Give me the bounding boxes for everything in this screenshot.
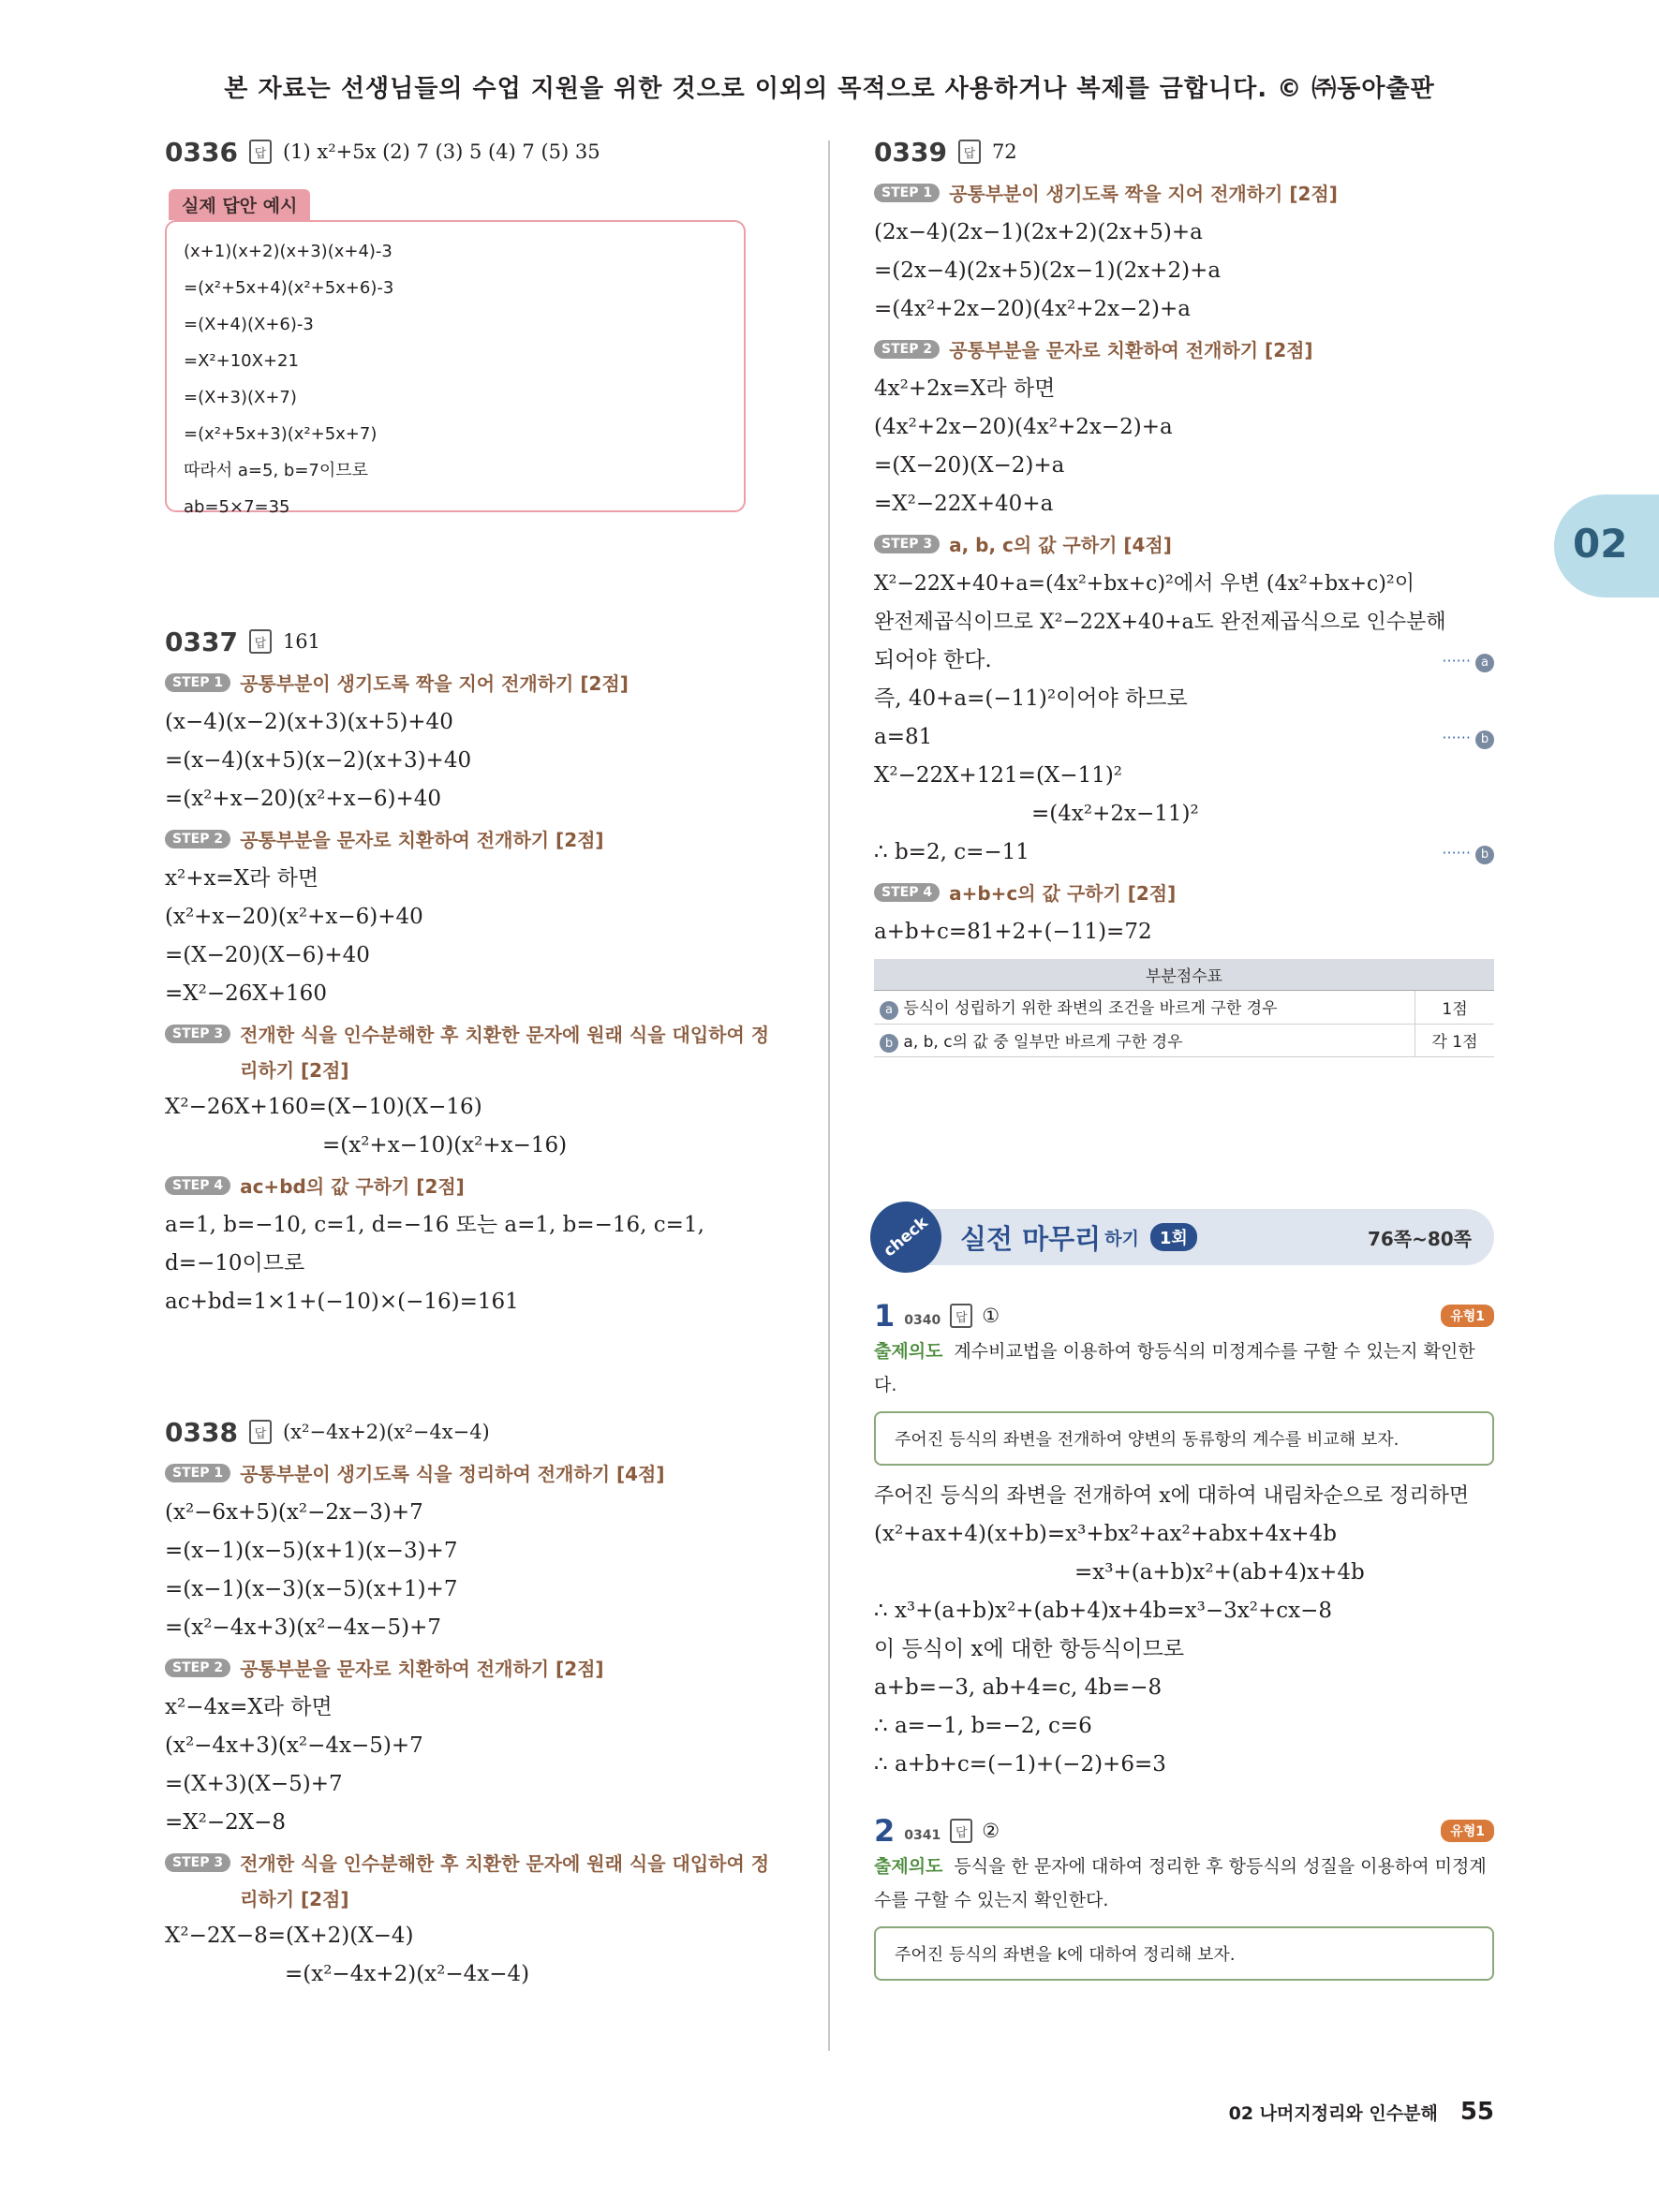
answer-icon: 답 [249,629,272,654]
math-line: =(x−4)(x+5)(x−2)(x+3)+40 [165,748,472,773]
step-title: 공통부분을 문자로 치환하여 전개하기 [2점] [240,829,604,851]
math-line: X²−22X+121=(X−11)² [874,763,1123,788]
check-badge: check [855,1187,955,1287]
hint-box: 주어진 등식의 좌변을 k에 대하여 정리해 보자. [874,1926,1494,1981]
math-line: 이 등식이 x에 대한 항등식이므로 [874,1637,1185,1661]
score-marker-a: ······ a [1442,641,1494,680]
step-title: a, b, c의 값 구하기 [4점] [949,534,1172,556]
math-line: =X²−2X−8 [165,1810,287,1835]
math-line [874,641,1494,680]
sample-line: =(X+3)(X+7) [184,388,297,407]
answer-text: ② [982,1820,1000,1842]
math-line: d=−10이므로 [165,1251,305,1276]
math-line: ∴ x³+(a+b)x²+(ab+4)x+4b=x³−3x²+cx−8 [874,1599,1332,1623]
sample-line: =(X+4)(X+6)-3 [184,315,314,334]
math-text: 되어야 한다. [874,648,992,672]
answer-icon: 답 [958,140,981,164]
score-condition-text: a, b, c의 값 중 일부만 바르게 구한 경우 [903,1032,1183,1052]
step-title: 공통부분이 생기도록 식을 정리하여 전개하기 [4점] [240,1463,665,1485]
marker-b-icon: b [1475,846,1494,864]
math-line: =(4x²+2x−20)(4x²+2x−2)+a [874,297,1191,321]
page-footer [1229,2098,1494,2126]
type-tag: 유형1 [1441,1820,1494,1842]
math-line: ∴ a+b+c=(−1)+(−2)+6=3 [874,1752,1166,1777]
question-number: 0339 [874,136,947,168]
marker-a-icon: a [880,1001,898,1020]
step-title: 전개한 식을 인수분해한 후 치환한 문자에 원래 식을 대입하여 정리하기 [2점] [240,1024,770,1082]
review-title-suffix: 하기 [1104,1228,1139,1249]
math-line: (4x²+2x−20)(4x²+2x−2)+a [874,415,1173,439]
step-title: 공통부분을 문자로 치환하여 전개하기 [2점] [240,1658,604,1680]
review-banner [874,1209,1494,1265]
step-badge: STEP 3 [874,535,940,553]
review-title: 실전 마무리 [960,1222,1102,1255]
answer-icon: 답 [950,1819,972,1843]
math-line: (x²−6x+5)(x²−2x−3)+7 [165,1500,423,1525]
math-line: x²+x=X라 하면 [165,866,319,891]
question-0338 [165,1411,787,1994]
math-line: =(4x²+2x−11)² [1031,802,1199,826]
step-badge: STEP 3 [165,1853,230,1872]
step-badge: STEP 1 [165,1464,230,1482]
step-badge: STEP 3 [165,1025,230,1043]
sample-answer-box [165,220,746,517]
answer-icon: 답 [249,1420,272,1444]
step-badge: STEP 1 [874,184,940,202]
math-line: ∴ a=−1, b=−2, c=6 [874,1714,1092,1738]
problem-1 [874,1297,1494,1784]
answer-icon: 답 [249,140,272,164]
math-line: =(X+3)(X−5)+7 [165,1772,343,1796]
intent-text [874,1850,1494,1917]
step-badge: STEP 1 [165,673,230,692]
math-line: =(X−20)(X−2)+a [874,453,1065,478]
math-line: a=1, b=−10, c=1, d=−16 또는 a=1, b=−16, c=1, [165,1213,704,1237]
math-line: ac+bd=1×1+(−10)×(−16)=161 [165,1290,519,1314]
score-marker-b: ······ b [1442,833,1494,872]
math-line: (2x−4)(2x−1)(2x+2)(2x+5)+a [874,220,1203,244]
table-row [874,991,1494,1025]
math-line: (x²−4x+3)(x²−4x−5)+7 [165,1733,423,1758]
type-tag: 유형1 [1441,1305,1494,1327]
step-title: 전개한 식을 인수분해한 후 치환한 문자에 원래 식을 대입하여 정리하기 [2점] [240,1852,770,1910]
step-title: 공통부분이 생기도록 짝을 지어 전개하기 [2점] [240,672,629,695]
chapter-side-tab [1554,494,1659,597]
question-0337 [165,621,787,1321]
math-line: =(x²+x−10)(x²+x−16) [322,1133,568,1158]
answer-text: 72 [991,140,1017,163]
math-line: X²−26X+160=(X−10)(X−16) [165,1095,482,1119]
math-text: ∴ b=2, c=−11 [874,840,1029,864]
math-line: a+b+c=81+2+(−11)=72 [874,920,1152,944]
answer-icon: 답 [950,1304,972,1328]
step-title: 공통부분이 생기도록 짝을 지어 전개하기 [2점] [949,183,1338,205]
partial-score-table [874,959,1494,1057]
page-number: 55 [1459,2098,1494,2126]
step-title: 공통부분을 문자로 치환하여 전개하기 [2점] [949,339,1313,361]
math-line: X²−2X−8=(X+2)(X−4) [165,1924,414,1948]
sample-line: =X²+10X+21 [184,351,299,371]
math-line: =(x−1)(x−3)(x−5)(x+1)+7 [165,1577,458,1601]
math-line: =(X−20)(X−6)+40 [165,943,370,967]
intent-label: 출제의도 [874,1341,943,1362]
sample-line: 따라서 a=5, b=7이므로 [184,461,369,480]
step-badge: STEP 4 [165,1176,230,1195]
problem-2 [874,1812,1494,1981]
sample-line: =(x²+5x+4)(x²+5x+6)-3 [184,278,394,298]
review-pages: 76쪽~80쪽 [1367,1227,1472,1250]
right-column [874,131,1494,1992]
score-marker-b: ······ b [1442,718,1494,757]
math-line: (x²+x−20)(x²+x−6)+40 [165,905,423,929]
column-divider [828,140,830,2051]
math-line: a+b=−3, ab+4=c, 4b=−8 [874,1675,1163,1700]
math-line: =(2x−4)(2x+5)(2x−1)(2x+2)+a [874,258,1222,283]
footer-chapter: 02 나머지정리와 인수분해 [1228,2103,1438,2124]
sample-line: ab=5×7=35 [184,497,290,517]
table-row [874,1024,1494,1057]
problem-number: 2 [874,1813,896,1849]
intent-body: 계수비교법을 이용하여 항등식의 미정계수를 구할 수 있는지 확인한다. [874,1341,1475,1395]
question-0339 [874,131,1494,1057]
math-line: (x²+ax+4)(x+b)=x³+bx²+ax²+abx+4x+4b [874,1522,1337,1546]
marker-b-icon: b [880,1034,898,1053]
math-line: 주어진 등식의 좌변을 전개하여 x에 대하여 내림차순으로 정리하면 [874,1484,1470,1508]
math-line: (x−4)(x−2)(x+3)(x+5)+40 [165,710,453,734]
answer-text: 161 [282,630,321,653]
math-line: =(x²+x−20)(x²+x−6)+40 [165,787,442,811]
step-badge: STEP 2 [874,340,940,359]
question-0336 [165,131,787,517]
sample-line: =(x²+5x+3)(x²+5x+7) [184,424,378,444]
step-badge: STEP 4 [874,883,940,902]
problem-code: 0341 [904,1828,941,1843]
math-line: =(x²−4x+2)(x²−4x−4) [285,1962,530,1986]
review-round-badge: 1회 [1150,1223,1197,1251]
math-line: 즉, 40+a=(−11)²이어야 하므로 [874,686,1188,711]
marker-a-icon: a [1475,654,1494,672]
math-line: X²−22X+40+a=(4x²+bx+c)²에서 우변 (4x²+bx+c)²이 [874,572,1415,596]
problem-number: 1 [874,1298,896,1334]
question-number: 0337 [165,626,238,657]
question-number: 0336 [165,136,238,168]
sample-line: (x+1)(x+2)(x+3)(x+4)-3 [184,242,393,261]
math-line: =X²−26X+160 [165,981,327,1006]
hint-box: 주어진 등식의 좌변을 전개하여 양변의 동류항의 계수를 비교해 보자. [874,1411,1494,1466]
score-table-title: 부분점수표 [874,959,1494,991]
math-text: a=81 [874,725,933,749]
intent-label: 출제의도 [874,1856,943,1877]
answer-text: ① [982,1305,1000,1327]
marker-b-icon: b [1475,730,1494,749]
math-line [874,833,1494,872]
copyright-notice: 본 자료는 선생님들의 수업 지원을 위한 것으로 이외의 목적으로 사용하거나 복제를 금합니다. © ㈜동아출판 [224,75,1435,103]
problem-code: 0340 [904,1313,941,1328]
math-line: =(x−1)(x−5)(x+1)(x−3)+7 [165,1539,458,1563]
sample-answer-label: 실제 답안 예시 [169,189,310,220]
step-badge: STEP 2 [165,830,230,848]
score-condition-text: 등식이 성립하기 위한 좌변의 조건을 바르게 구한 경우 [903,999,1278,1018]
score-points: 각 1점 [1415,1024,1495,1057]
intent-body: 등식을 한 문자에 대하여 정리한 후 항등식의 성질을 이용하여 미정계수를 구할 수 있는지 확인한다. [874,1856,1487,1910]
step-title: a+b+c의 값 구하기 [2점] [949,882,1177,905]
answer-text: (1) x²+5x (2) 7 (3) 5 (4) 7 (5) 35 [282,140,600,163]
intent-text [874,1335,1494,1402]
math-line: 4x²+2x=X라 하면 [874,376,1056,401]
math-line: =(x²−4x+3)(x²−4x−5)+7 [165,1615,442,1640]
answer-text: (x²−4x+2)(x²−4x−4) [282,1421,490,1443]
score-points: 1점 [1415,991,1495,1025]
score-condition [874,1024,1415,1057]
math-line: x²−4x=X라 하면 [165,1695,333,1719]
math-line: =X²−22X+40+a [874,492,1054,516]
math-line: 완전제곱식이므로 X²−22X+40+a도 완전제곱식으로 인수분해 [874,611,1446,634]
math-line: =x³+(a+b)x²+(ab+4)x+4b [1074,1560,1365,1585]
question-number: 0338 [165,1416,238,1448]
math-line [874,718,1494,757]
step-badge: STEP 2 [165,1659,230,1677]
step-title: ac+bd의 값 구하기 [2점] [240,1175,465,1198]
score-condition [874,991,1415,1025]
left-column [165,131,787,1994]
chapter-tab-label: 02 [1573,521,1628,567]
